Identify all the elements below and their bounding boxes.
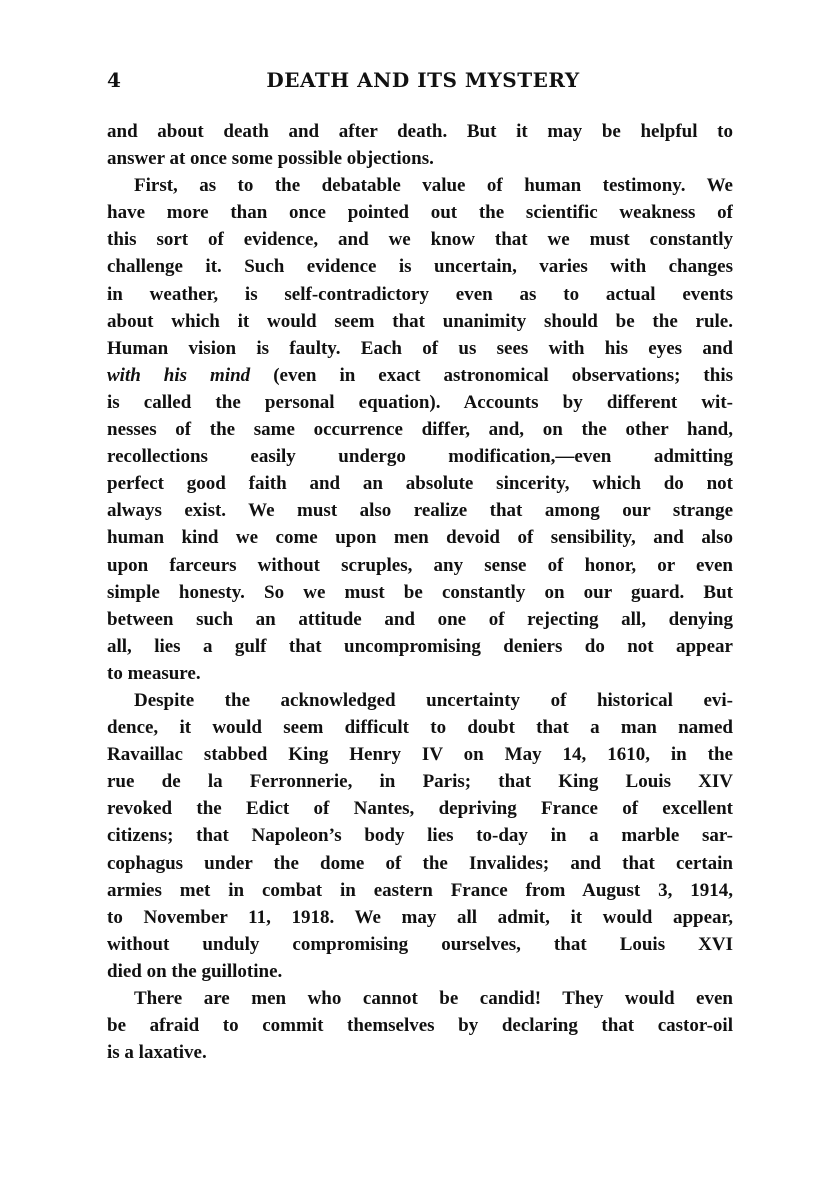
- paragraph: [107, 985, 733, 1066]
- text-line: to November 11, 1918. We may all admit, it would appear,: [107, 906, 733, 928]
- text-line: cophagus under the dome of the Invalides; and that certain: [107, 852, 733, 874]
- text-line: and about death and after death. But it may be helpful to: [107, 121, 733, 142]
- text-line: without unduly compromising ourselves, that Louis XVI: [107, 933, 733, 955]
- text-line: be afraid to commit themselves by declaring that castor-oil: [107, 1015, 733, 1037]
- italic-phrase: with his mind: [107, 364, 251, 386]
- text-line: upon farceurs without scruples, any sense of honor, or even: [107, 554, 733, 576]
- text-line: about which it would seem that unanimity should be the rule.: [107, 310, 733, 332]
- text-line: is called the personal equation). Accounts by different wit-: [107, 391, 733, 413]
- text-line: Ravaillac stabbed King Henry IV on May 14, 1610, in the: [107, 744, 733, 766]
- book-page: [107, 68, 733, 1066]
- text-line: recollections easily undergo modification,—even admitting: [107, 446, 733, 468]
- text-line: challenge it. Such evidence is uncertain, varies with changes: [107, 256, 733, 278]
- text-line: in weather, is self-contradictory even as to actual events: [107, 283, 733, 305]
- text-line: First, as to the debatable value of human testimony. We: [134, 175, 733, 197]
- text-line: all, lies a gulf that uncompromising deniers do not appear: [107, 635, 733, 657]
- text-line: dence, it would seem difficult to doubt that a man named: [107, 717, 733, 739]
- text-line: simple honesty. So we must be constantly on our guard. But: [107, 581, 733, 603]
- text-line: between such an attitude and one of rejecting all, denying: [107, 608, 733, 630]
- paragraph: [107, 118, 733, 172]
- text-line: Despite the acknowledged uncertainty of historical evi-: [134, 689, 733, 711]
- text-line: human kind we come upon men devoid of sensibility, and also: [107, 527, 733, 549]
- text-line: perfect good faith and an absolute sincerity, which do not: [107, 473, 733, 495]
- text-line: citizens; that Napoleon’s body lies to-day in a marble sar-: [107, 825, 733, 847]
- text-line: Human vision is faulty. Each of us sees with his eyes and: [107, 337, 733, 359]
- text-line: is a laxative.: [107, 1042, 207, 1064]
- text-line: have more than once pointed out the scientific weakness of: [107, 202, 733, 224]
- body-text: [107, 118, 733, 1066]
- text-line: always exist. We must also realize that among our strange: [107, 500, 733, 522]
- paragraph: [107, 687, 733, 985]
- text-line: to measure.: [107, 662, 201, 684]
- text-line-with-italic: [107, 362, 733, 389]
- text-line: armies met in combat in eastern France from August 3, 1914,: [107, 879, 733, 901]
- page-number: 4: [107, 68, 122, 92]
- text-line: answer at once some possible objections.: [107, 148, 434, 170]
- running-head: [107, 68, 733, 100]
- text-line: There are men who cannot be candid! They would even: [134, 988, 733, 1009]
- text-line: this sort of evidence, and we know that we must constantly: [107, 229, 733, 251]
- paragraph: [107, 172, 733, 687]
- text-line: rue de la Ferronnerie, in Paris; that King Louis XIV: [107, 771, 733, 793]
- text-line-rest: (even in exact astronomical observations; this: [273, 364, 733, 386]
- running-title: DEATH AND ITS MYSTERY: [266, 68, 580, 92]
- text-line: nesses of the same occurrence differ, and, on the other hand,: [107, 419, 733, 441]
- text-line: died on the guillotine.: [107, 960, 283, 982]
- text-line: revoked the Edict of Nantes, depriving France of excellent: [107, 798, 733, 820]
